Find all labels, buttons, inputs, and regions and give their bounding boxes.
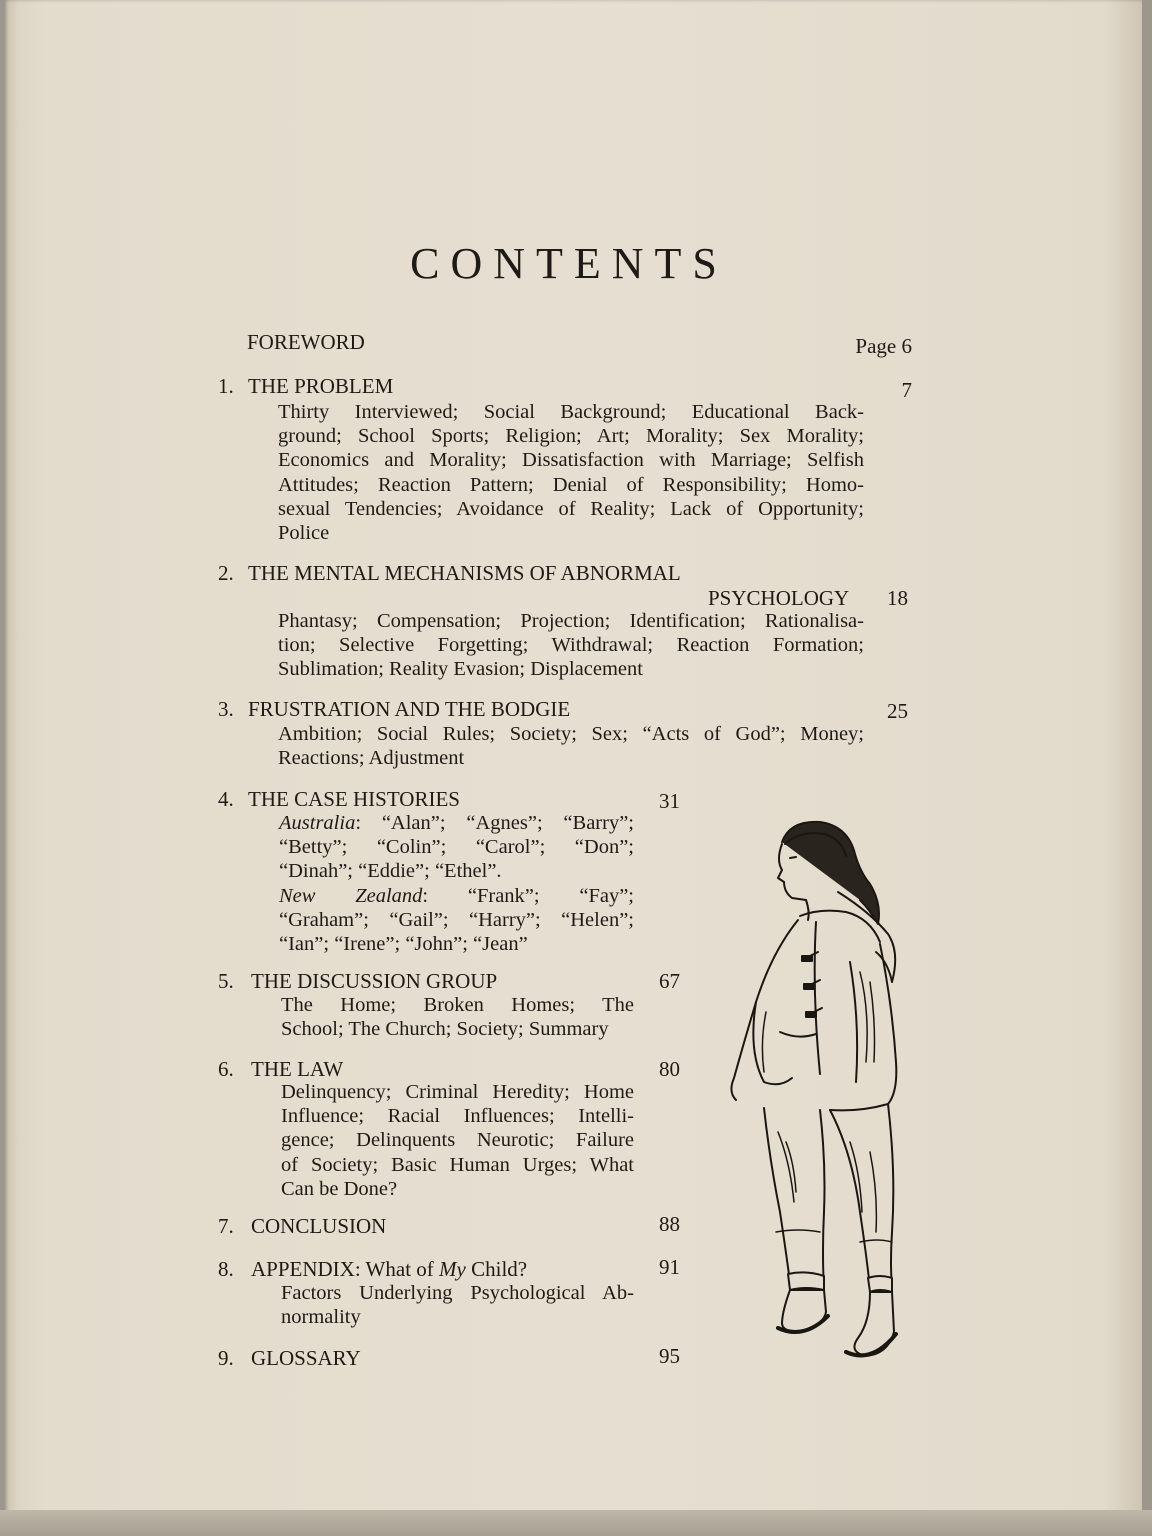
chapter-2-page: 18 <box>887 586 908 610</box>
topic-line: of Society; Basic Human Urges; What <box>281 1153 634 1176</box>
chapter-5-page: 67 <box>659 969 680 993</box>
chapter-1-title: THE PROBLEM <box>248 374 394 398</box>
chapter-4-number: 4. <box>218 787 234 811</box>
chapter-2-topics <box>278 609 864 682</box>
topic-line: tion; Selective Forgetting; Withdrawal; Reaction Formation; <box>278 634 864 657</box>
appendix-title-italic: My <box>439 1257 466 1281</box>
appendix-title-b: Child? <box>465 1257 528 1281</box>
chapter-7-number: 7. <box>218 1214 234 1238</box>
chapter-2-title-cont: PSYCHOLOGY <box>708 586 850 610</box>
chapter-3-number: 3. <box>218 697 234 721</box>
chapter-5-title: THE DISCUSSION GROUP <box>251 969 498 993</box>
chapter-8-title <box>251 1257 527 1281</box>
foreword-label: FOREWORD <box>247 330 365 354</box>
topic-line: normality <box>281 1306 361 1329</box>
topic-line <box>279 811 634 835</box>
topic-line: Phantasy; Compensation; Projection; Identification; Rationalisa- <box>278 610 864 632</box>
chapter-6-topics <box>281 1080 634 1201</box>
chapter-6-page: 80 <box>659 1057 680 1081</box>
chapter-1-page: 7 <box>901 378 912 402</box>
chapter-4-page: 31 <box>659 789 680 813</box>
topic-line: Sublimation; Reality Evasion; Displacement <box>278 658 643 681</box>
topic-line: sexual Tendencies; Avoidance of Reality; Lack of Opportunity; <box>278 497 864 520</box>
chapter-2-title: THE MENTAL MECHANISMS OF ABNORMAL <box>248 561 681 585</box>
topic-line: “Dinah”; “Eddie”; “Ethel”. <box>279 860 502 883</box>
chapter-9-page: 95 <box>659 1344 680 1368</box>
page-title: CONTENTS <box>410 239 728 288</box>
chapter-6-number: 6. <box>218 1057 234 1081</box>
australia-names: : “Alan”; “Agnes”; “Barry”; <box>355 812 634 834</box>
chapter-8-page: 91 <box>659 1255 680 1279</box>
chapter-6-title: THE LAW <box>251 1057 344 1081</box>
foreword-page: Page 6 <box>855 334 912 358</box>
topic-line: The Home; Broken Homes; The <box>281 994 634 1016</box>
topic-line: Ambition; Social Rules; Society; Sex; “Acts of God”; Money; <box>278 723 864 745</box>
topic-line: Economics and Morality; Dissatisfaction with Marriage; Selfish <box>278 449 864 472</box>
chapter-3-topics <box>278 722 864 770</box>
region-label-australia: Australia <box>279 812 356 834</box>
chapter-8-topics <box>281 1281 634 1329</box>
topic-line: Attitudes; Reaction Pattern; Denial of Responsibility; Homo- <box>278 473 864 496</box>
topic-line: Delinquency; Criminal Heredity; Home <box>281 1081 634 1103</box>
chapter-8-number: 8. <box>218 1257 234 1281</box>
topic-line: Police <box>278 522 330 545</box>
chapter-1-topics <box>278 400 864 545</box>
chapter-1-number: 1. <box>218 374 234 398</box>
chapter-4-title: THE CASE HISTORIES <box>248 787 460 811</box>
topic-line: Can be Done? <box>281 1177 398 1200</box>
topic-line: “Betty”; “Colin”; “Carol”; “Don”; <box>279 836 634 859</box>
topic-line: “Ian”; “Irene”; “John”; “Jean” <box>279 933 528 956</box>
topic-line: School; The Church; Society; Summary <box>281 1018 609 1041</box>
chapter-7-page: 88 <box>659 1212 680 1236</box>
chapter-3-title: FRUSTRATION AND THE BODGIE <box>248 697 571 721</box>
chapter-9-title: GLOSSARY <box>251 1346 361 1370</box>
region-label-new-zealand: New Zealand <box>279 884 423 907</box>
chapter-4-topics <box>279 811 634 956</box>
topic-line: Thirty Interviewed; Social Background; Educational Back- <box>278 401 864 423</box>
topic-line: “Graham”; “Gail”; “Harry”; “Helen”; <box>279 908 634 931</box>
appendix-label: APPENDIX <box>251 1257 355 1281</box>
topic-line: Factors Underlying Psychological Ab- <box>281 1282 634 1304</box>
chapter-5-topics <box>281 993 634 1041</box>
topic-line: ground; School Sports; Religion; Art; Morality; Sex Morality; <box>278 425 864 448</box>
chapter-9-number: 9. <box>218 1346 234 1370</box>
chapter-2-number: 2. <box>218 561 234 585</box>
chapter-3-page: 25 <box>887 699 908 723</box>
appendix-title-a: : What of <box>354 1257 440 1281</box>
girl-figure-illustration <box>720 812 905 1372</box>
page-edge <box>0 1510 1152 1536</box>
topic-line: Reactions; Adjustment <box>278 747 465 770</box>
chapter-5-number: 5. <box>218 969 234 993</box>
chapter-7-title: CONCLUSION <box>251 1214 387 1238</box>
new-zealand-names: : “Frank”; “Fay”; <box>422 884 634 907</box>
topic-line <box>279 884 634 908</box>
topic-line: gence; Delinquents Neurotic; Failure <box>281 1129 634 1152</box>
topic-line: Influence; Racial Influences; Intelli- <box>281 1105 634 1128</box>
